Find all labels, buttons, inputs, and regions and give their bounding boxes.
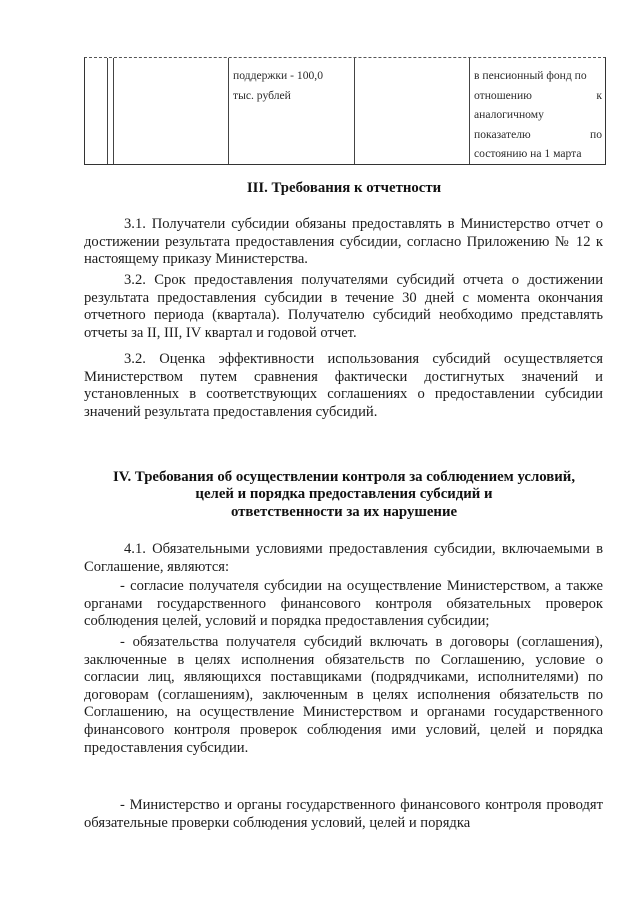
table-cell-word: по xyxy=(589,127,602,141)
table-cell-word: к xyxy=(596,88,602,102)
table-column-divider xyxy=(469,58,470,164)
table-cell-line: состоянию на 1 марта xyxy=(474,147,582,160)
section-3-heading: III. Требования к отчетности xyxy=(246,180,442,196)
section-3-paragraph-2: 3.2. Срок предоставления получателями субсидий отчета о достижении результата предоставления субсидии в течение 30 дней с момента окончания отчетного периода (квартала). Получателю субсидий необходимо представлять отчеты за II, III, IV квартал и годовой отчет. xyxy=(84,272,603,341)
table-column-divider xyxy=(228,58,229,164)
table-cell-line xyxy=(474,125,602,145)
table-cell-line: тыс. рублей xyxy=(233,88,291,102)
table-cell-line: в пенсионный фонд по xyxy=(474,69,587,82)
table-cell-line: поддержки - 100,0 xyxy=(233,69,323,82)
table-cell-line: аналогичному xyxy=(474,108,544,121)
section-4-heading-line-2: целей и порядка предоставления субсидий и xyxy=(195,486,493,502)
section-4-heading-line-3: ответственности за их нарушение xyxy=(230,504,458,520)
table-column-divider xyxy=(107,58,108,164)
table-fragment xyxy=(84,57,606,165)
section-4-paragraph-1: 4.1. Обязательными условиями предоставления субсидии, включаемыми в Соглашение, являются: xyxy=(84,541,603,575)
table-cell-pension xyxy=(474,66,602,164)
section-3-paragraph-3: 3.2. Оценка эффективности использования субсидий осуществляется Министерством путем сравнения фактически достигнутых значений и установленных в соответствующих соглашениях о предоставлении субсидии значений результата предоставления субсидий. xyxy=(84,351,603,420)
section-3-paragraph-1: 3.1. Получатели субсидии обязаны предоставлять в Министерство отчет о достижении результата предоставления субсидии, согласно Приложению № 12 к настоящему приказу Министерства. xyxy=(84,216,603,268)
section-4-paragraph-3: - обязательства получателя субсидий включать в договоры (соглашения), заключенные в целях исполнения обязательств по Соглашению, условие о согласии лиц, являющихся поставщиками (подрядчиками, исполнителями) по договорам (соглашениям), заключенным в целях исполнения обязательств по Соглашению, на осуществление Министерством и органами государственного финансового контроля проверок соблюдения ими условий, целей и порядка предоставления субсидии. xyxy=(84,634,603,756)
table-cell-line xyxy=(474,86,602,106)
section-4-paragraph-4: - Министерство и органы государственного финансового контроля проводят обязательные проверки соблюдения условий, целей и порядка xyxy=(84,797,603,831)
section-4-paragraph-2: - согласие получателя субсидии на осуществление Министерством, а также органами государственного финансового контроля обязательных проверок соблюдения целей, условий и порядка предоставления субсидии; xyxy=(84,578,603,630)
section-4-heading-line-1: IV. Требования об осуществлении контроля за соблюдением условий, xyxy=(112,469,576,485)
table-column-divider xyxy=(354,58,355,164)
table-cell-word: отношению xyxy=(474,88,532,102)
table-column-divider xyxy=(113,58,114,164)
table-cell-word: показателю xyxy=(474,127,531,141)
table-cell-support xyxy=(233,66,351,105)
